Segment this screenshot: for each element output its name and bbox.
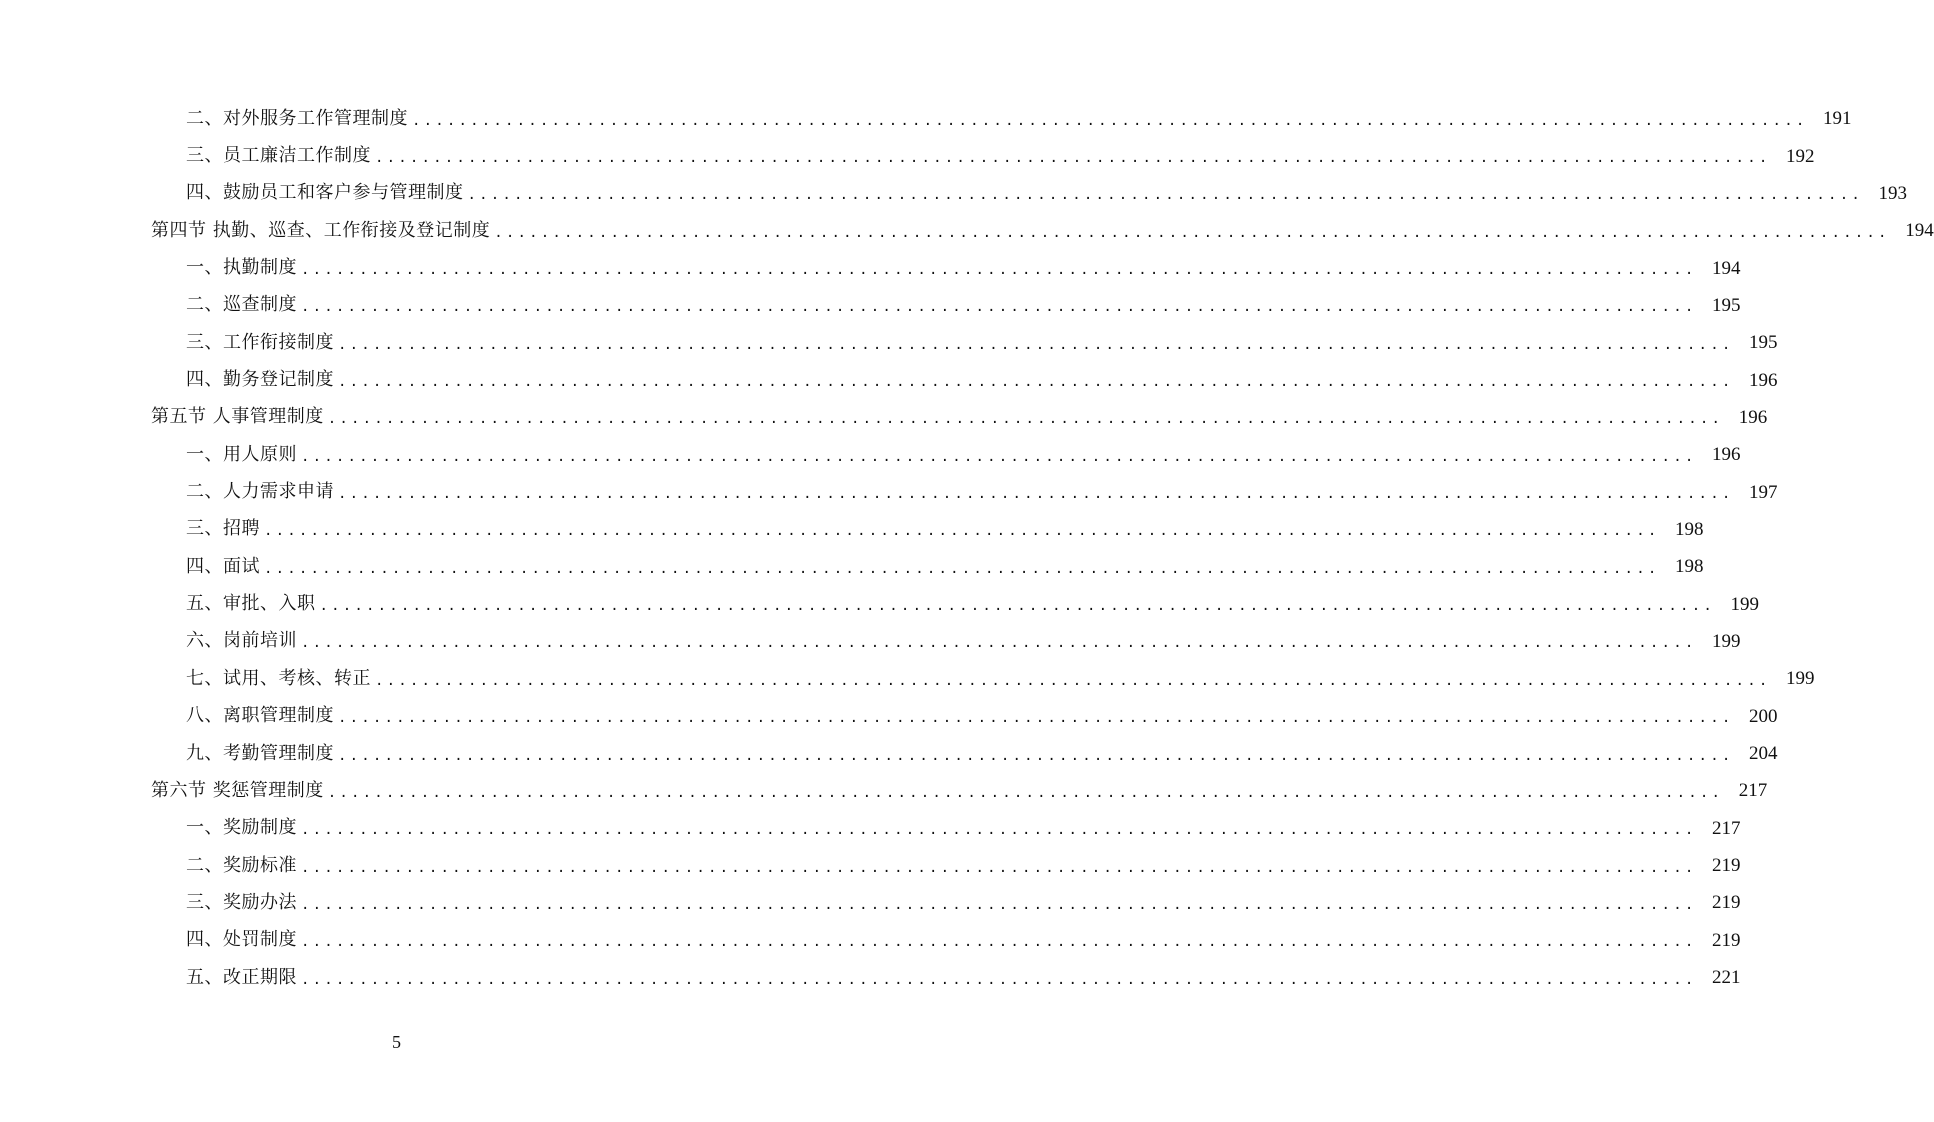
toc-entry-page: 195 <box>1748 332 1778 354</box>
toc-entry-page: 217 <box>1738 780 1768 802</box>
toc-dot-leader: ........................................................................................................................ <box>301 299 1697 316</box>
toc-entry-title: 七、试用、考核、转正 <box>186 667 371 689</box>
toc-entry-title: 二、巡查制度 <box>186 294 297 316</box>
toc-item-entry[interactable] <box>0 361 1778 398</box>
toc-dot-leader: ........................................................................................................................ <box>264 560 1660 577</box>
toc-entry-page: 198 <box>1674 556 1704 578</box>
toc-item-entry[interactable] <box>0 810 1741 847</box>
toc-dot-leader: ........................................................................................................................ <box>494 224 1890 241</box>
toc-dot-leader: ........................................................................................................................ <box>301 262 1697 279</box>
toc-entry-page: 195 <box>1711 294 1741 316</box>
toc-entry-page: 196 <box>1748 369 1778 391</box>
toc-entry-page: 194 <box>1905 220 1934 242</box>
toc-item-entry[interactable] <box>0 922 1741 959</box>
toc-entry-title: 四、处罚制度 <box>186 929 297 951</box>
toc-entry-title: 二、人力需求申请 <box>186 481 334 503</box>
toc-entry-title: 一、用人原则 <box>186 443 297 465</box>
toc-entry-title: 四、面试 <box>186 555 260 577</box>
toc-dot-leader: ........................................................................................................................ <box>301 448 1697 465</box>
toc-entry-page: 196 <box>1738 406 1768 428</box>
toc-dot-leader: ........................................................................................................................ <box>338 747 1734 764</box>
toc-item-entry[interactable] <box>0 175 1907 212</box>
toc-entry-title: 五、审批、入职 <box>186 593 316 615</box>
toc-item-entry[interactable] <box>0 436 1741 473</box>
toc-entry-page: 219 <box>1711 855 1741 877</box>
toc-item-entry[interactable] <box>0 585 1759 622</box>
toc-item-entry[interactable] <box>0 511 1704 548</box>
toc-dot-leader: ........................................................................................................................ <box>301 635 1697 652</box>
toc-item-entry[interactable] <box>0 100 1852 137</box>
toc-entry-title: 一、执勤制度 <box>186 257 297 279</box>
toc-entry-title: 第四节 执勤、巡查、工作衔接及登记制度 <box>151 219 491 241</box>
toc-entry-title: 二、对外服务工作管理制度 <box>186 107 408 129</box>
toc-item-entry[interactable] <box>0 884 1741 921</box>
toc-item-entry[interactable] <box>0 324 1778 361</box>
toc-item-entry[interactable] <box>0 287 1741 324</box>
toc-dot-leader: ........................................................................................................................ <box>338 336 1734 353</box>
toc-item-entry[interactable] <box>0 660 1815 697</box>
toc-entry-title: 五、改正期限 <box>186 966 297 988</box>
toc-dot-leader: ........................................................................................................................ <box>301 896 1697 913</box>
toc-item-entry[interactable] <box>0 735 1778 772</box>
toc-dot-leader: ........................................................................................................................ <box>467 187 1863 204</box>
toc-entry-page: 199 <box>1730 593 1759 615</box>
toc-item-entry[interactable] <box>0 698 1778 735</box>
toc-section-entry[interactable] <box>0 772 1768 809</box>
toc-entry-title: 六、岗前培训 <box>186 630 297 652</box>
toc-entry-title: 第五节 人事管理制度 <box>151 406 324 428</box>
toc-section-entry[interactable] <box>0 399 1768 436</box>
toc-entry-page: 193 <box>1878 182 1907 204</box>
toc-entry-title: 第六节 奖惩管理制度 <box>151 779 324 801</box>
toc-entry-page: 197 <box>1748 481 1778 503</box>
table-of-contents <box>0 100 1934 996</box>
toc-entry-title: 三、奖励办法 <box>186 891 297 913</box>
toc-entry-title: 九、考勤管理制度 <box>186 742 334 764</box>
toc-entry-page: 194 <box>1711 257 1741 279</box>
toc-entry-title: 八、离职管理制度 <box>186 705 334 727</box>
toc-dot-leader: ........................................................................................................................ <box>301 859 1697 876</box>
toc-entry-title: 四、鼓励员工和客户参与管理制度 <box>186 182 464 204</box>
toc-entry-title: 二、奖励标准 <box>186 854 297 876</box>
toc-item-entry[interactable] <box>0 249 1741 286</box>
toc-section-entry[interactable] <box>0 212 1934 249</box>
toc-entry-page: 192 <box>1785 145 1815 167</box>
page-number: 5 <box>392 1032 401 1052</box>
toc-item-entry[interactable] <box>0 623 1741 660</box>
toc-item-entry[interactable] <box>0 548 1704 585</box>
toc-entry-page: 199 <box>1785 668 1815 690</box>
toc-entry-page: 199 <box>1711 630 1741 652</box>
toc-entry-page: 191 <box>1822 108 1852 130</box>
toc-item-entry[interactable] <box>0 137 1815 174</box>
toc-entry-title: 三、招聘 <box>186 518 260 540</box>
toc-entry-title: 一、奖励制度 <box>186 817 297 839</box>
toc-dot-leader: ........................................................................................................................ <box>301 934 1697 951</box>
toc-dot-leader: ........................................................................................................................ <box>301 822 1697 839</box>
toc-item-entry[interactable] <box>0 847 1741 884</box>
toc-dot-leader: ........................................................................................................................ <box>375 150 1771 167</box>
toc-dot-leader: ........................................................................................................................ <box>319 598 1715 615</box>
toc-dot-leader: ........................................................................................................................ <box>327 411 1724 428</box>
toc-entry-title: 四、勤务登记制度 <box>186 369 334 391</box>
toc-entry-page: 219 <box>1711 892 1741 914</box>
toc-entry-page: 219 <box>1711 929 1741 951</box>
toc-dot-leader: ........................................................................................................................ <box>375 672 1771 689</box>
toc-item-entry[interactable] <box>0 473 1778 510</box>
toc-entry-page: 198 <box>1674 518 1704 540</box>
toc-dot-leader: ........................................................................................................................ <box>338 486 1734 503</box>
toc-dot-leader: ........................................................................................................................ <box>338 710 1734 727</box>
toc-entry-page: 221 <box>1711 967 1741 989</box>
toc-dot-leader: ........................................................................................................................ <box>338 374 1734 391</box>
toc-entry-title: 三、工作衔接制度 <box>186 331 334 353</box>
toc-dot-leader: ........................................................................................................................ <box>301 971 1697 988</box>
toc-entry-title: 三、员工廉洁工作制度 <box>186 145 371 167</box>
toc-entry-page: 204 <box>1748 743 1778 765</box>
toc-dot-leader: ........................................................................................................................ <box>412 112 1808 129</box>
toc-dot-leader: ........................................................................................................................ <box>327 784 1724 801</box>
toc-entry-page: 217 <box>1711 817 1741 839</box>
toc-entry-page: 200 <box>1748 705 1778 727</box>
toc-entry-page: 196 <box>1711 444 1741 466</box>
toc-item-entry[interactable] <box>0 959 1741 996</box>
toc-dot-leader: ........................................................................................................................ <box>264 523 1660 540</box>
